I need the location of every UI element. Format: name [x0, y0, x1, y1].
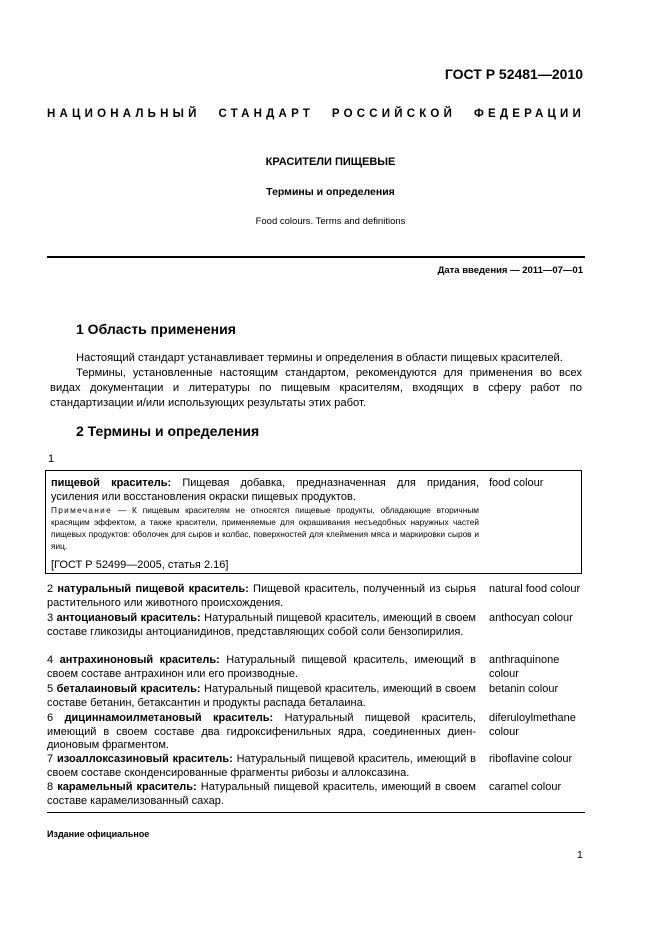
banner-word-2: СТАНДАРТ: [218, 108, 315, 120]
term-english: riboflavine colour: [489, 753, 573, 765]
section-heading-scope: 1 Область применения: [76, 321, 236, 337]
term-number: 2: [47, 583, 54, 595]
term-definition: Натуральный пищевой краситель, имеющий в своем составе антрахинон или его производные.: [47, 654, 476, 680]
term-number-1: 1: [48, 453, 55, 465]
document-title: КРАСИТЕЛИ ПИЩЕВЫЕ: [265, 156, 396, 168]
banner-word-1: НАЦИОНАЛЬНЫЙ: [47, 108, 201, 120]
term-definition: Натуральный пищевой краситель, имеющий в своем составе карамелизованный сахар.: [47, 781, 476, 807]
term-english: diferuloylmethane colour: [489, 712, 576, 738]
document-code: ГОСТ Р 52481—2010: [444, 66, 583, 82]
term-english: caramel colour: [489, 781, 562, 793]
boxed-term-text: Пищевая добавка, предназначенная для придания, усиления или восстановления окраски пищевых продуктов.: [51, 477, 479, 503]
page-number: 1: [577, 849, 583, 861]
term-number: 7: [47, 753, 54, 765]
term-item: [47, 683, 476, 710]
term-name: антоциановый краситель:: [56, 612, 201, 624]
term-english: anthraquinone colour: [489, 654, 560, 680]
banner-word-3: РОССИЙСКОЙ: [331, 108, 457, 120]
term-name: натуральный пищевой краситель:: [57, 583, 249, 595]
boxed-term-english: food colour: [489, 477, 544, 489]
introduction-date: Дата введения — 2011—07—01: [437, 265, 583, 276]
term-name: антрахиноновый краситель:: [59, 654, 220, 666]
term-name: изоаллоксазиновый краситель:: [57, 753, 233, 765]
document-subtitle: Термины и определения: [266, 186, 395, 198]
section-heading-terms: 2 Термины и определения: [76, 423, 260, 439]
term-definition: Натуральный пищевой краситель, имеющий в своем составе бетанин, бетаксантин и продукты распада беталаина.: [47, 683, 476, 709]
term-name: беталаиновый краситель:: [56, 683, 201, 695]
boxed-term-note: [51, 505, 479, 553]
document-english-title: Food colours. Terms and definitions: [255, 216, 406, 227]
term-item: [47, 654, 476, 681]
term-english: anthocyan colour: [489, 612, 573, 624]
boxed-term-definition: [51, 477, 479, 504]
scope-paragraph-1: Настоящий стандарт устанавливает термины и определения в области пищевых красителей.: [76, 352, 563, 364]
note-label: Примечание: [51, 505, 113, 515]
term-name: карамельный краситель:: [57, 781, 197, 793]
term-number: 6: [47, 712, 54, 724]
term-number: 4: [47, 654, 54, 666]
edition-label: Издание официальное: [47, 829, 150, 839]
term-number: 3: [47, 612, 54, 624]
term-definition: Натуральный пищевой краситель, имеющий в своем составе сконденсированные фрагменты рибозы и аллоксазина.: [47, 753, 476, 779]
boxed-term-name: пищевой краситель:: [51, 477, 172, 489]
term-item: [47, 583, 476, 610]
note-text: — К пищевым красителям не относятся пищевые продукты, обладающие вторичным красящим эффектом, а также красители, применяемые для окрашивания несъедобных наружных частей пищевых продуктов: оболочек для сыров и колбас, поверхностей для клеймения мяса и маркировки сыров и яиц.: [51, 505, 479, 551]
term-number: 5: [47, 683, 54, 695]
term-english: natural food colour: [489, 583, 581, 595]
term-english: betanin colour: [489, 683, 559, 695]
term-definition: Натуральный пищевой краситель, имеющий в своем составе два гидроксифенильных ядра, соединенных диен-дионовым фрагментом.: [47, 712, 477, 752]
scope-paragraph-2: Термины, установленные настоящим стандартом, рекомендуются для применения во всех видах документации и литературы по пищевым красителям, входящих в сферу работ по стандартизации и/или использующих результаты этих работ.: [50, 367, 582, 409]
term-definition: Натуральный пищевой краситель, имеющий в своем составе гликозиды антоцианидинов, представляющих собой соли бензопирилия.: [47, 612, 476, 638]
term-item: [47, 712, 476, 753]
banner-word-4: ФЕДЕРАЦИИ: [473, 108, 585, 120]
title-divider: [47, 256, 585, 258]
term-item: [47, 781, 476, 808]
term-item: [47, 612, 476, 639]
national-standard-banner: [47, 108, 585, 120]
term-number: 8: [47, 781, 54, 793]
term-definition: Пищевой краситель, полученный из сырья растительного или животного происхождения.: [47, 583, 476, 609]
boxed-term-reference: [ГОСТ Р 52499—2005, статья 2.16]: [51, 559, 229, 571]
footer-divider: [47, 812, 585, 813]
term-item: [47, 753, 476, 780]
term-name: дициннамоилметановый краситель:: [64, 712, 274, 724]
